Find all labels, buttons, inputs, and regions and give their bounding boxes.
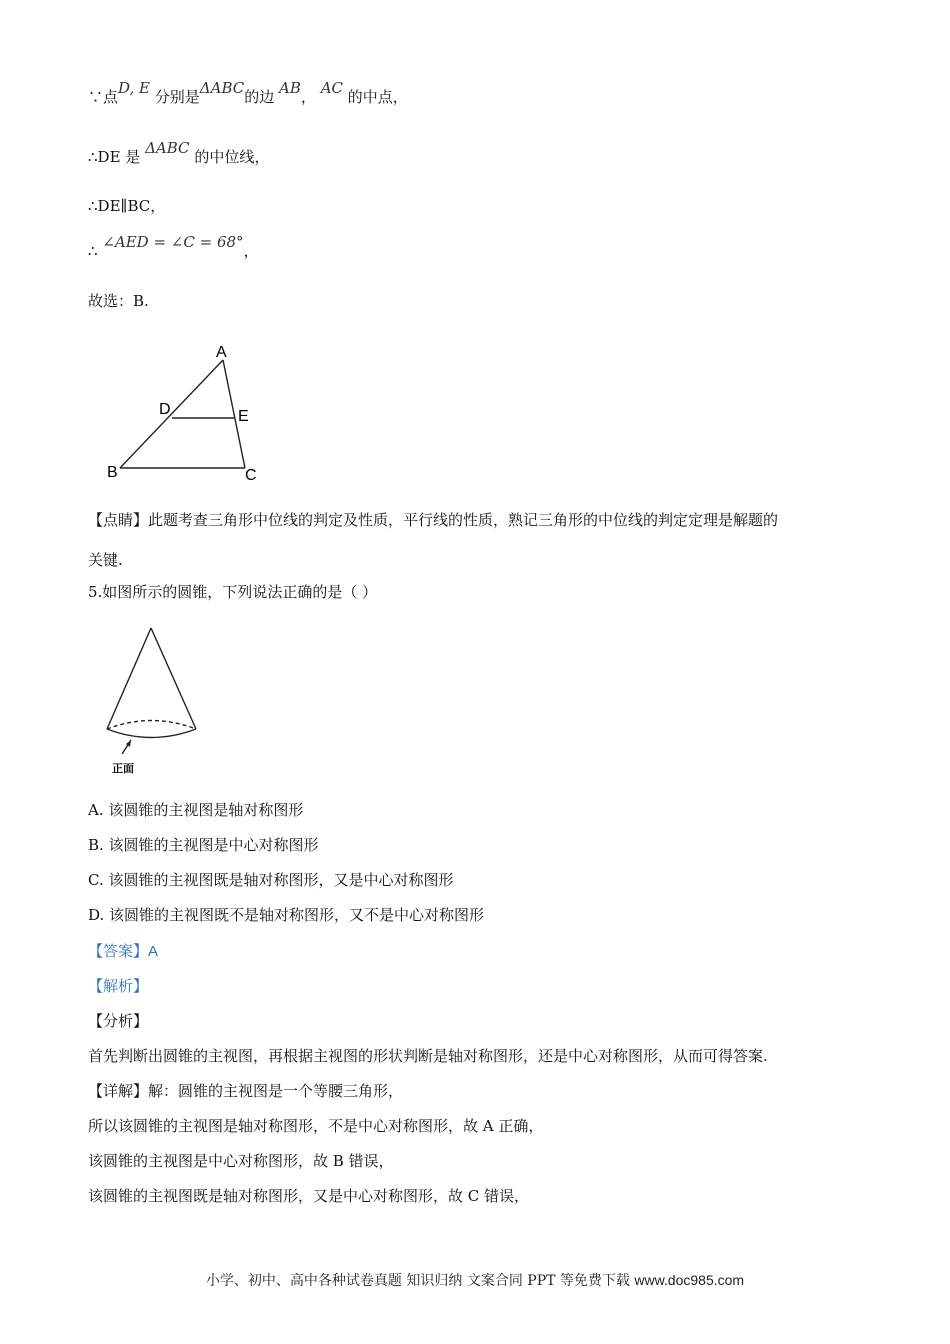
text: 的边 [244,88,275,106]
math-ac: AC [320,79,344,97]
answer-value: A [148,943,159,960]
cone-figure [100,622,210,778]
footer-url[interactable]: www.doc985.com [634,1272,745,1288]
answer-label: 【答案】 [88,942,149,960]
page-footer [0,1270,950,1291]
fenxi-label: 【分析】 [88,1012,149,1030]
triangle-figure [100,338,270,488]
proof-line-4 [88,233,259,262]
proof-line-2 [88,139,270,168]
solution-line-1: 所以该圆锥的主视图是轴对称图形，不是中心对称图形，故 A 正确， [88,1117,544,1135]
text: 的中点， [347,88,408,106]
label-d: D [159,401,171,418]
text: 分别是 [154,88,200,106]
text: ∵点 [88,88,119,106]
math-ab: AB [279,79,301,97]
analysis-label: 【解析】 [88,977,149,995]
answer-choice-line: 故选：B. [88,292,149,310]
cone-base-front [107,729,196,738]
label-c: C [245,467,257,484]
cone-left-edge [107,628,151,729]
label-e: E [238,408,249,425]
proof-line-1 [88,79,408,108]
dianjing-line-1: 【点睛】此题考查三角形中位线的判定及性质，平行线的性质，熟记三角形的中位线的判定定理是解题的 [88,511,779,529]
xiangjie-line: 【详解】解：圆锥的主视图是一个等腰三角形， [88,1082,404,1100]
text: ， [243,242,259,260]
question-stem: 5.如图所示的圆锥，下列说法正确的是（ ） [88,583,378,601]
option-b: B. 该圆锥的主视图是中心对称图形 [88,836,319,854]
answer-line [88,940,158,963]
math-angle-equation: ∠AED = ∠C = 68° [102,233,244,251]
option-a: A. 该圆锥的主视图是轴对称图形 [88,801,304,819]
text: ∴ [88,242,98,260]
option-c: C. 该圆锥的主视图既是轴对称图形，又是中心对称图形 [88,871,454,889]
label-b: B [107,464,118,481]
solution-line-3: 该圆锥的主视图既是轴对称图形，又是中心对称图形，故 C 错误， [88,1187,530,1205]
cone-base-back [107,721,196,730]
dianjing-line-2: 关键. [88,551,123,569]
text: ∴DE 是 [88,148,141,166]
option-d: D. 该圆锥的主视图既不是轴对称图形，又不是中心对称图形 [88,906,485,924]
footer-text: 小学、初中、高中各种试卷真题 知识归纳 文案合同 PPT 等免费下载 [205,1273,630,1289]
front-label: 正面 [112,762,134,775]
math-de: D, E [118,79,150,97]
proof-line-3: ∴DE∥BC， [88,197,166,215]
text: 的中位线， [194,148,270,166]
text: ， [300,88,316,106]
solution-line-2: 该圆锥的主视图是中心对称图形，故 B 错误， [88,1152,394,1170]
math-triangle-abc: ΔABC [199,79,245,97]
fenxi-text: 首先判断出圆锥的主视图，再根据主视图的形状判断是轴对称图形，还是中心对称图形，从而可得答案. [88,1047,768,1065]
math-triangle-abc: ΔABC [145,139,190,157]
label-a: A [216,344,227,361]
cone-right-edge [151,628,196,729]
side-ab [120,360,223,468]
